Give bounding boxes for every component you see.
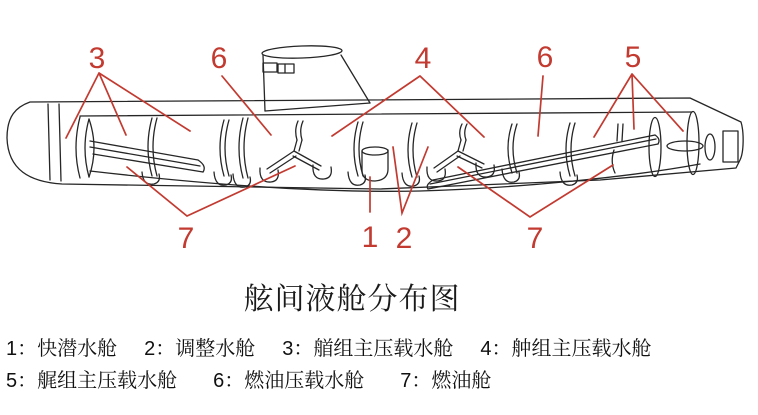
leader-5 bbox=[594, 74, 683, 137]
label-7-fuel-fwd: 7 bbox=[177, 222, 195, 255]
leader-2 bbox=[393, 147, 428, 213]
label-1-quick-dive: 1 bbox=[361, 221, 379, 254]
label-5-stern-ballast: 5 bbox=[624, 41, 642, 74]
quick-dive-tank bbox=[362, 147, 388, 181]
label-2-trim: 2 bbox=[395, 222, 413, 255]
fuel-tank-aft-pipe bbox=[427, 135, 659, 189]
diagram-title: 舷间液舱分布图 bbox=[243, 283, 461, 316]
leader-3 bbox=[66, 73, 190, 138]
legend-item-4: 4：舯组主压载水舱 bbox=[480, 338, 652, 360]
stern-rudder-box bbox=[723, 131, 738, 162]
legend-line-1 bbox=[6, 332, 652, 361]
label-4-mid-ballast: 4 bbox=[414, 42, 432, 75]
saddle-tank-forward bbox=[260, 121, 331, 182]
saddle-tank-aft bbox=[427, 124, 494, 181]
deck-inner-line bbox=[80, 112, 692, 116]
propeller-icon bbox=[667, 134, 715, 160]
legend-item-6: 6：燃油压载水舱 bbox=[213, 370, 365, 392]
fuel-tank-forward-pipe bbox=[90, 141, 204, 172]
label-6-fuel-ballast-fwd: 6 bbox=[210, 42, 228, 75]
legend-item-7: 7：燃油舱 bbox=[400, 370, 492, 392]
legend-item-3: 3：艏组主压载水舱 bbox=[282, 338, 454, 360]
legend-item-2: 2：调整水舱 bbox=[144, 338, 256, 360]
leader-6-aft bbox=[538, 76, 543, 136]
callout-leaders bbox=[66, 73, 683, 217]
leader-4 bbox=[332, 76, 484, 137]
periscope-icon bbox=[263, 63, 294, 73]
label-6-fuel-ballast-aft: 6 bbox=[536, 41, 554, 74]
label-7-fuel-aft: 7 bbox=[526, 222, 544, 255]
legend-line-2 bbox=[6, 364, 491, 393]
legend-item-5: 5：艉组主压载水舱 bbox=[6, 370, 178, 392]
legend-item-1: 1：快潜水舱 bbox=[6, 338, 118, 360]
leader-7-aft bbox=[458, 165, 613, 217]
label-3-bow-ballast: 3 bbox=[88, 42, 106, 75]
